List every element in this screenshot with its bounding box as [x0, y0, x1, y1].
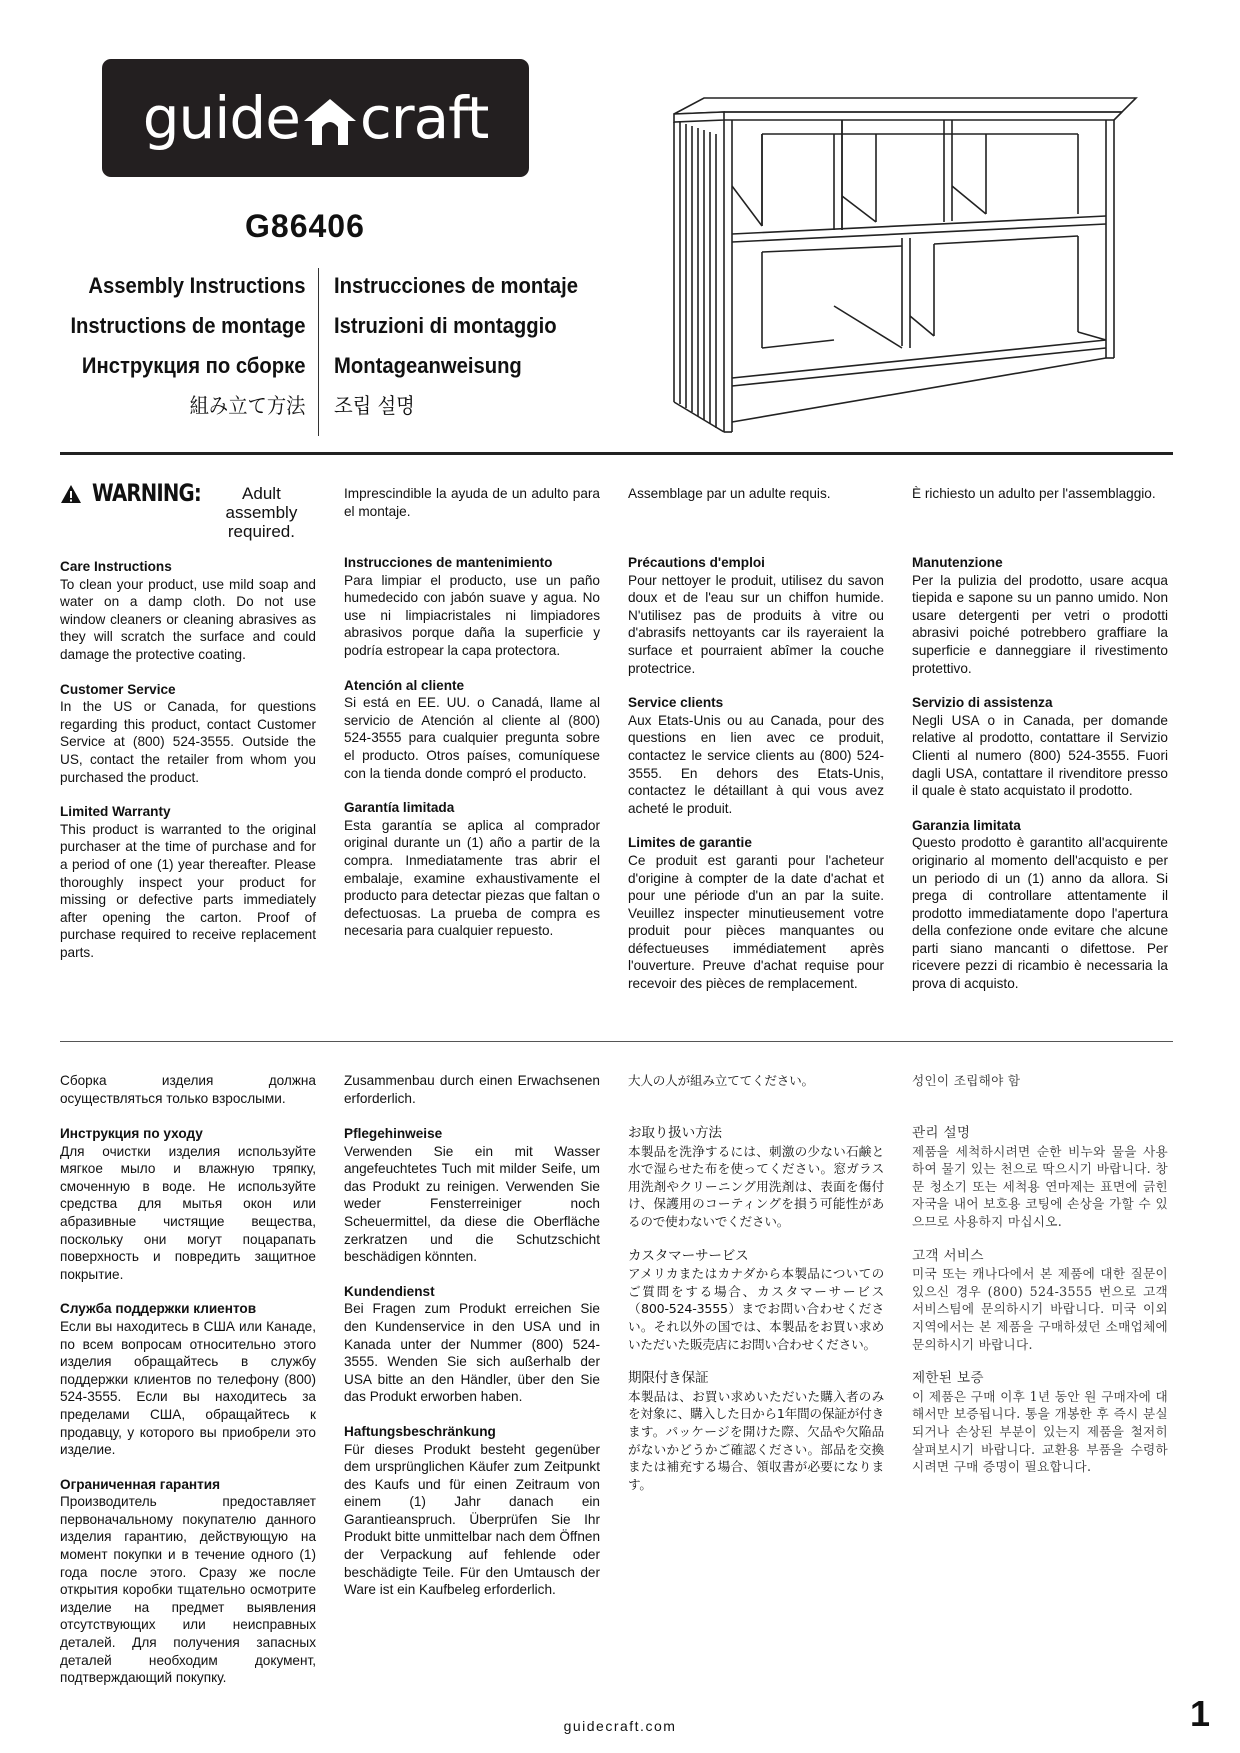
- section-body: Negli USA o in Canada, per domande relative al prodotto, contattare il Servizio Clienti al numero (800) 524-3555. Fuori dagli USA, contattare il rivenditore presso il quale è stato acquistato il prodotto.: [912, 712, 1168, 799]
- section-heading: Pflegehinweise: [344, 1126, 443, 1141]
- section-heading: Limites de garantie: [628, 835, 752, 851]
- title-fr: Instructions de montage: [69, 313, 305, 338]
- column-french: [628, 485, 884, 993]
- section-body: Ce produit est garanti pour l'acheteur d'origine à compter de la date d'achat et pour une période d'un an par la suite. Veuillez inspecter minutieusement votre produit pour pièces manquantes ou défectueuses immédiatement après l'ouverture. Preuve d'achat requise pour recevoir des pièces de remplacement.: [628, 852, 884, 992]
- section-body: This product is warranted to the original purchaser at the time of purchase and for a period of one (1) year thereafter. Please thoroughly inspect your product for missing or defective parts immediately after opening the carton. Proof of purchase required to receive replacement parts.: [60, 821, 316, 960]
- warning-block: [60, 480, 316, 541]
- section-body: Aux Etats-Unis ou au Canada, pour des questions en lien avec ce produit, contactez le service clients au (800) 524-3555. En dehors des Etats-Unis, contactez le détaillant à qui vous avez acheté le produit.: [628, 712, 884, 816]
- section-heading: Limited Warranty: [60, 804, 171, 820]
- column-spanish: [344, 485, 600, 940]
- bookshelf-illustration: [664, 86, 1138, 438]
- section-heading: 期限付き保証: [628, 1370, 709, 1387]
- section-body: 本製品を洗浄するには、刺激の少ない石鹸と水で湿らせた布を使ってください。窓ガラス用洗剤やクリーニング用洗剤は、表面を傷付け、保護用のコーティングを損う可能性があるので使わないでください。: [628, 1143, 884, 1229]
- column-german: [344, 1072, 600, 1599]
- section-body: Si está en EE. UU. o Canadá, llame al servicio de Atención al cliente al (800) 524-3555 para cualquier pregunta sobre el producto. Otros países, comuníquese con la tienda donde compró el producto.: [344, 695, 600, 781]
- column-korean: [912, 1072, 1168, 1476]
- column-intro: Zusammenbau durch einen Erwachsenen erforderlich.: [344, 1073, 600, 1106]
- section-heading: Инструкция по уходу: [60, 1126, 203, 1141]
- section-heading: Garanzia limitata: [912, 817, 1021, 833]
- section-heading: Précautions d'emploi: [628, 555, 765, 570]
- section-body: Pour nettoyer le produit, utilisez du savon doux et de l'eau sur un chiffon humide. N'utilisez pas de produits à vitre ou d'abrasifs nettoyants car ils rayeraient la surface et pourraient abîmer la couche protectrice.: [628, 572, 884, 676]
- section-body: アメリカまたはカナダから本製品についてのご質問をする場合、カスタマーサービス（800-524-3555）までお問い合わせください。それ以外の国では、本製品をお買い求めいただいた販売店にお問い合わせください。: [628, 1266, 884, 1352]
- logo-text-craft: craft: [359, 84, 489, 152]
- title-ko: 조립 설명: [334, 394, 415, 418]
- footer-url: guidecraft.com: [563, 1718, 677, 1734]
- warning-icon: [60, 484, 82, 504]
- warning-label: WARNING:: [92, 479, 201, 507]
- titles-right: [334, 270, 599, 430]
- column-russian: [60, 1072, 316, 1687]
- column-intro: Сборка изделия должна осуществляться только взрослыми.: [60, 1073, 316, 1106]
- section-body: Esta garantía se aplica al comprador original durante un (1) año a partir de la compra. Inmediatamente tras abrir el embalaje, examine exhaustivamente el producto para detectar piezas que faltan o defectuosas. La prueba de compra es necesaria para cualquier repuesto.: [344, 817, 600, 939]
- page-number: 1: [1190, 1693, 1211, 1734]
- section-body: Для очистки изделия используйте мягкое мыло и влажную тряпку, смоченную в воде. Не используйте средства для мытья окон или абразивные чистящие вещества, поскольку они могут поцарапать поверхность и повредить защитное покрытие.: [60, 1143, 316, 1282]
- section-body: Производитель предоставляет первоначальному покупателю данного изделия гарантию, действующую на момент покупки и в течение одного (1) года после этого. Сразу же после открытия коробки тщательно осмотрите изделие на предмет выявления отсутствующих или неисправных деталей. Для получения запасных деталей необходим документ, подтверждающий покупку.: [60, 1494, 316, 1686]
- title-divider: [318, 268, 319, 436]
- column-italian: [912, 485, 1168, 993]
- column-intro: È richiesto un adulto per l'assemblaggio.: [912, 486, 1156, 501]
- section-rule: [60, 1041, 1173, 1042]
- section-body: Für dieses Produkt besteht gegenüber dem ursprünglichen Käufer zum Zeitpunkt des Kaufs und für einen Zeitraum von einem (1) Jahr danach ein Garantieanspruch. Überprüfen Sie Ihr Produkt bitte unmittelbar nach dem Öffnen der Verpackung auf fehlende oder beschädigte Teile. Für den Umtausch der Ware ist ein Kaufbeleg erforderlich.: [344, 1441, 600, 1598]
- section-heading: 고객 서비스: [912, 1247, 984, 1264]
- titles-left: [50, 270, 305, 430]
- column-english: [60, 480, 316, 961]
- section-heading: Customer Service: [60, 681, 176, 697]
- header-rule: [60, 452, 1173, 455]
- section-heading: Служба поддержки клиентов: [60, 1301, 257, 1317]
- section-body: 미국 또는 캐나다에서 본 제품에 대한 질문이 있으신 경우 (800) 524-3555 번으로 고객 서비스팀에 문의하시기 바랍니다. 미국 이외 지역에서는 본 제품을 구매하셨던 소매업체에 문의하시기 바랍니다.: [912, 1266, 1168, 1352]
- column-intro: 성인이 조립해야 함: [912, 1073, 1021, 1088]
- logo-text-guide: guide: [142, 84, 300, 152]
- section-body: Questo prodotto è garantito all'acquirente originario al momento dell'acquisto e per un periodo di un (1) anno da allora. Si prega di controllare attentamente il prodotto immediatamente dopo l'apertura della confezione onde evitare che alcune parti siano mancanti o difettose. Per ricevere pezzi di ricambio è necessaria la prova di acquisto.: [912, 835, 1168, 992]
- section-heading: Instrucciones de mantenimiento: [344, 555, 553, 570]
- title-de: Montageanweisung: [334, 353, 522, 378]
- section-body: 제품을 세척하시려면 순한 비누와 물을 사용하여 물기 있는 천으로 딱으시기 바랍니다. 창문 청소기 또는 세척용 연마제는 표면에 긁힌 자국을 내어 보호용 코팅에 손상을 가할 수 있으므로 사용하지 마십시오.: [912, 1143, 1168, 1229]
- section-heading: 관리 설명: [912, 1125, 971, 1141]
- section-heading: Garantía limitada: [344, 800, 455, 816]
- section-body: Если вы находитесь в США или Канаде, по всем вопросам относительно этого изделия обращайтесь в службу поддержки клиентов по телефону (800) 524-3555. Если вы находитесь за пределами США, обращайтесь к продавцу, у которого вы приобрели это изделие.: [60, 1318, 316, 1458]
- section-body: 本製品は、お買い求めいただいた購入者のみを対象に、購入した日から1年間の保証が付きます。パッケージを開けた際、欠品や欠陥品がないかどうかご確認ください。部品を交換または補充する場合、領収書が必要になります。: [628, 1388, 884, 1492]
- title-it: Istruzioni di montaggio: [334, 313, 557, 338]
- section-heading: Servizio di assistenza: [912, 695, 1053, 711]
- column-intro: Imprescindible la ayuda de un adulto para el montaje.: [344, 486, 600, 519]
- section-body: To clean your product, use mild soap and water on a damp cloth. Do not use window cleaners or cleaning abrasives as they will scratch the surface and could damage the protective coating.: [60, 576, 316, 662]
- title-ja: 組み立て方法: [189, 394, 305, 418]
- section-body: In the US or Canada, for questions regarding this product, contact Customer Service at (800) 524-3555. Outside the US, contact the retailer from whom you purchased the product.: [60, 699, 316, 785]
- section-body: Para limpiar el producto, use un paño humedecido con jabón suave y agua. No use ni limpiacristales ni limpiadores abrasivos porque daña la superficie y podría estropear la capa protectora.: [344, 572, 600, 658]
- section-heading: Service clients: [628, 695, 724, 711]
- section-heading: Kundendienst: [344, 1283, 435, 1299]
- section-body: Bei Fragen zum Produkt erreichen Sie den Kundenservice in den USA und in Kanada unter der Nummer (800) 524-3555. Wenden Sie sich außerhalb der USA bitte an den Händler, über den Sie das Produkt erworben haben.: [344, 1301, 600, 1405]
- section-heading: Haftungsbeschränkung: [344, 1423, 496, 1439]
- section-heading: Ограниченная гарантия: [60, 1476, 221, 1492]
- guidecraft-logo: [102, 59, 529, 177]
- section-body: Per la pulizia del prodotto, usare acqua tiepida e sapone su un panno umido. Non usare detergenti per vetri o prodotti abrasivi poiché potrebbero graffiare la superficie e danneggiare il rivestimento protettivo.: [912, 572, 1168, 676]
- section-heading: Manutenzione: [912, 555, 1003, 570]
- section-heading: 제한된 보증: [912, 1370, 984, 1387]
- section-heading: Care Instructions: [60, 559, 172, 574]
- house-icon: [302, 97, 358, 147]
- title-en: Assembly Instructions: [87, 273, 305, 298]
- section-heading: カスタマーサービス: [628, 1247, 749, 1264]
- section-heading: Atención al cliente: [344, 677, 465, 693]
- column-japanese: [628, 1072, 884, 1493]
- warning-text: Adult assembly required.: [225, 484, 298, 541]
- section-heading: お取り扱い方法: [628, 1125, 722, 1141]
- model-number: G86406: [245, 208, 365, 244]
- section-body: 이 제품은 구매 이후 1년 동안 원 구매자에 대해서만 보증됩니다. 통을 개봉한 후 즉시 분실되거나 손상된 부분이 있는지 제품을 철저히 살펴보시기 바랍니다. 교환용 부품을 수령하시려면 구매 증명이 필요합니다.: [912, 1388, 1168, 1475]
- title-es: Instrucciones de montaje: [334, 273, 579, 298]
- section-body: Verwenden Sie ein mit Wasser angefeuchtetes Tuch mit milder Seife, um das Produkt zu reinigen. Verwenden Sie weder Fensterreiniger noch Scheuermittel, da diese die Oberfläche zerkratzen und die Schutzschicht beschädigen könnten.: [344, 1143, 600, 1265]
- title-ru: Инструкция по сборке: [81, 353, 305, 378]
- column-intro: 大人の人が組み立ててください。: [628, 1073, 814, 1088]
- column-intro: Assemblage par un adulte requis.: [628, 486, 831, 501]
